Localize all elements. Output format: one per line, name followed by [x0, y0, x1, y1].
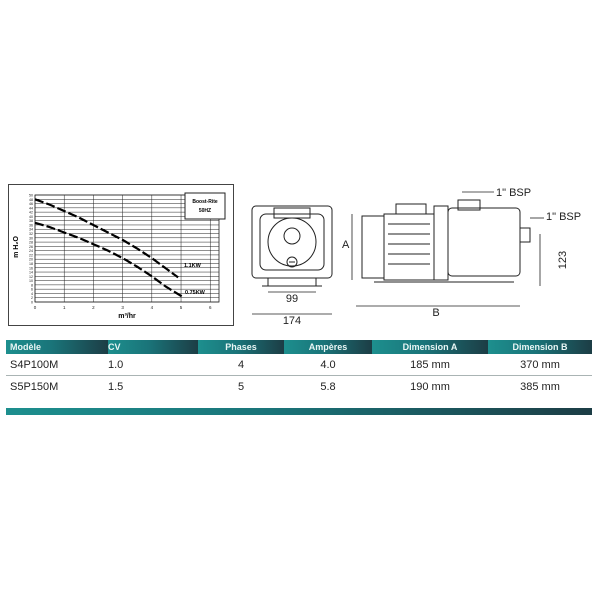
chart-y-tick-label: 0 [31, 300, 33, 305]
performance-chart [8, 184, 234, 326]
chart-y-tick-label: 14 [29, 270, 33, 275]
cell-phases: 5 [237, 380, 245, 393]
pump-housing-side [448, 208, 520, 276]
header-dimension-a: Dimension A [372, 340, 488, 354]
pump-bracket [434, 206, 448, 280]
table-row [6, 376, 592, 398]
bsp-top-label: 1" BSP [496, 187, 532, 199]
pump-impeller-housing [268, 218, 316, 266]
series-line-0-75kw [35, 223, 184, 298]
chart-x-tick-label: 5 [179, 305, 183, 310]
cell-phases: 4 [198, 354, 284, 376]
chart-x-tick-label: 6 [208, 305, 212, 310]
chart-y-tick-label: 18 [29, 261, 33, 266]
chart-x-tick-label: 3 [121, 305, 124, 310]
chart-x-tick-label: 4 [150, 305, 154, 310]
pump-side-view [352, 192, 544, 306]
pump-inlet-port [284, 228, 300, 244]
header-phases: Phases [198, 340, 284, 354]
header-dimension-b: Dimension B [488, 340, 592, 354]
chart-y-tick-label: 32 [29, 232, 33, 237]
chart-y-tick-label: 4 [31, 291, 33, 296]
dim-99-label: 99 [285, 293, 299, 305]
chart-y-tick-label: 44 [29, 206, 33, 211]
chart-y-axis-label: m H₂O [13, 236, 20, 258]
chart-y-tick-label: 26 [29, 244, 33, 249]
chart-inset-line-1: Boost-Rite [192, 199, 218, 205]
chart-x-tick-label: 2 [92, 305, 95, 310]
spec-table [6, 340, 592, 397]
chart-x-tick-label: 1 [62, 305, 66, 310]
series-label-0-75kw: 0.75KW [185, 290, 205, 296]
header-amperes: Ampères [284, 340, 372, 354]
pump-dimension-drawing [244, 178, 600, 328]
chart-y-tick-label: 20 [29, 257, 33, 262]
spec-table-header-row [6, 340, 592, 354]
series-line-1-1kw [35, 199, 178, 277]
chart-y-tick-label: 48 [29, 197, 33, 202]
cell-dimension-b: 370 mm [488, 354, 592, 376]
chart-y-tick-label: 34 [29, 227, 33, 232]
header-modele: Modèle [6, 340, 108, 354]
chart-x-axis-label: m³/hr [118, 313, 136, 320]
cell-amperes: 4.0 [284, 354, 372, 376]
chart-inset-box [185, 193, 225, 219]
chart-y-tick-label: 30 [29, 236, 33, 241]
chart-y-tick-label: 42 [29, 210, 33, 215]
chart-y-tick-label: 8 [31, 283, 33, 288]
chart-y-tick-label: 28 [29, 240, 33, 245]
chart-y-tick-label: 12 [29, 274, 33, 279]
chart-y-tick-label: 50 [29, 193, 33, 198]
performance-chart-svg [9, 185, 233, 325]
cell-dimension-a: 190 mm [410, 380, 450, 393]
terminal-box [396, 204, 426, 214]
cell-dimension-a: 185 mm [372, 354, 488, 376]
motor-end-cap [362, 216, 384, 278]
chart-y-tick-label: 22 [29, 253, 33, 258]
pump-inlet-side [520, 228, 530, 242]
cell-cv: 1.0 [108, 354, 198, 376]
dim-b-label: B [432, 307, 440, 319]
pump-drawing-svg [244, 178, 600, 328]
chart-y-tick-label: 6 [31, 287, 33, 292]
table-row [6, 354, 592, 376]
dim-123-label: 123 [557, 250, 569, 270]
cell-model: S5P150M [10, 380, 59, 393]
chart-y-tick-label: 46 [29, 202, 33, 207]
bsp-side-label: 1" BSP [546, 211, 582, 223]
chart-y-tick-label: 40 [29, 214, 33, 219]
chart-y-tick-label: 10 [29, 279, 33, 284]
chart-y-tick-label: 16 [29, 266, 33, 271]
pump-outlet-flange [274, 208, 310, 218]
cell-model: S4P100M [6, 354, 108, 376]
chart-y-tick-label: 2 [31, 296, 33, 301]
header-cv: CV [108, 340, 198, 354]
chart-y-tick-label: 36 [29, 223, 33, 228]
series-label-1-1kw: 1.1KW [184, 263, 201, 269]
chart-inset-line-2: 50HZ [198, 208, 212, 214]
chart-y-tick-label: 24 [29, 249, 33, 254]
dim-a-label: A [342, 239, 350, 251]
chart-x-tick-label: 0 [33, 305, 37, 310]
chart-y-tick-label: 38 [29, 219, 33, 224]
cell-dimension-b: 385 mm [520, 380, 560, 393]
cell-amperes: 5.8 [320, 380, 336, 393]
table-footer-band [6, 408, 592, 415]
dim-174-label: 174 [282, 315, 302, 327]
cell-cv: 1.5 [108, 380, 124, 393]
